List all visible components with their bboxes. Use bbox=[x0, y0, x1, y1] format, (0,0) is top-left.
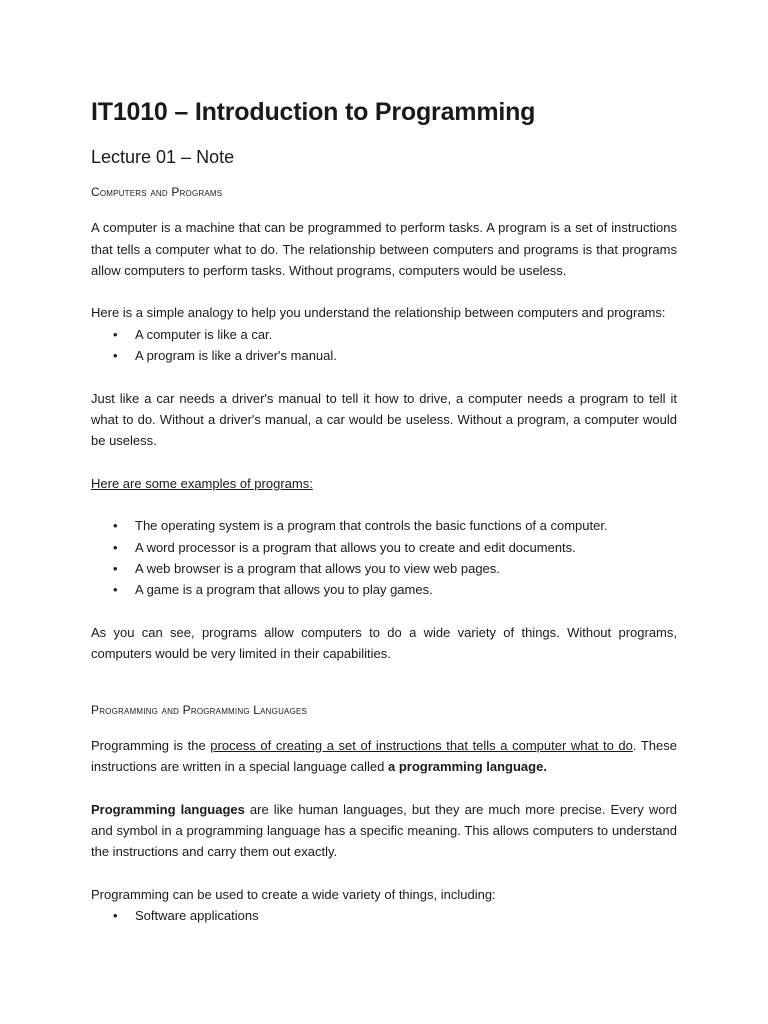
paragraph-programming-definition bbox=[91, 735, 677, 778]
list-item: • A web browser is a program that allows you to view web pages. bbox=[91, 558, 677, 579]
list-item: • A program is like a driver's manual. bbox=[91, 345, 677, 366]
bold-term: a programming language. bbox=[388, 759, 547, 775]
examples-heading bbox=[91, 473, 677, 494]
uses-list bbox=[91, 905, 677, 926]
text-run: Programming is the bbox=[91, 737, 211, 753]
underlined-definition: process of creating a set of instructions that tells a computer what to do bbox=[210, 737, 633, 753]
analogy-list bbox=[91, 324, 677, 367]
list-item: • A word processor is a program that allows you to create and edit documents. bbox=[91, 537, 677, 558]
text-run: . These instructions are written in a special language called bbox=[91, 737, 677, 775]
paragraph-analogy-intro: Here is a simple analogy to help you understand the relationship between computers and programs: bbox=[91, 305, 666, 321]
list-item: • The operating system is a program that controls the basic functions of a computer. bbox=[91, 515, 677, 536]
paragraph-programming-languages bbox=[91, 799, 677, 863]
list-item: • Software applications bbox=[91, 905, 677, 926]
list-item: • A game is a program that allows you to play games. bbox=[91, 579, 677, 600]
document-subtitle: Lecture 01 – Note bbox=[91, 147, 235, 167]
text-run: are like human languages, but they are much more precise. Every word and symbol in a programming language has a specific meaning. This allows computers to understand the instructions and carry them out exactly. bbox=[91, 801, 678, 860]
paragraph-variety: As you can see, programs allow computers to do a wide variety of things. Without programs, computers would be very limited in their capabilities. bbox=[91, 624, 677, 662]
bold-term: Programming languages bbox=[91, 801, 245, 817]
section-heading-programming-languages: Programming and Programming Languages bbox=[91, 702, 308, 717]
examples-list bbox=[91, 515, 677, 600]
list-item: • A computer is like a car. bbox=[91, 324, 677, 345]
paragraph-car-analogy: Just like a car needs a driver's manual to tell it how to drive, a computer needs a program to tell it what to do. Without a driver's manual, a car would be useless. Without a program, a computer would be useless. bbox=[91, 390, 677, 449]
paragraph-computer-definition: A computer is a machine that can be programmed to perform tasks. A program is a set of instructions that tells a computer what to do. The relationship between computers and programs is that programs allow computers to perform tasks. Without programs, computers would be useless. bbox=[91, 220, 677, 278]
section-heading-computers-and-programs: Computers and Programs bbox=[91, 185, 223, 199]
document-title: IT1010 – Introduction to Programming bbox=[91, 98, 536, 126]
examples-heading-text: Here are some examples of programs: bbox=[91, 475, 313, 491]
document-page bbox=[91, 92, 677, 927]
paragraph-uses-intro: Programming can be used to create a wide variety of things, including: bbox=[91, 886, 496, 902]
